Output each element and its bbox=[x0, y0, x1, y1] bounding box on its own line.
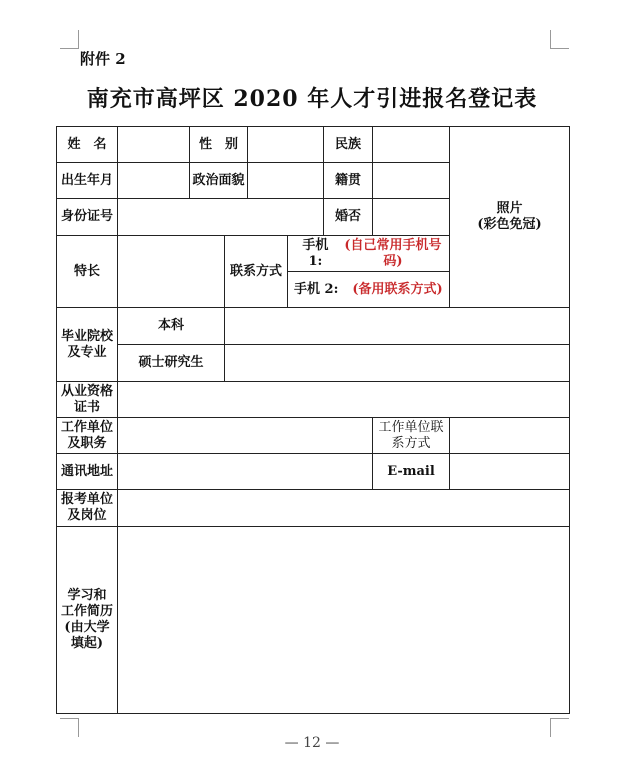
bachelor-field[interactable] bbox=[224, 307, 570, 345]
bachelor-label: 本科 bbox=[117, 307, 225, 345]
id-number-label: 身份证号 bbox=[56, 198, 118, 236]
apply-label bbox=[56, 489, 118, 527]
work-label-line: 及职务 bbox=[67, 435, 107, 451]
birth-field[interactable] bbox=[117, 162, 190, 199]
phone1-label: 手机 1: bbox=[302, 237, 329, 269]
gender-label: 性 别 bbox=[189, 126, 248, 163]
political-field[interactable] bbox=[247, 162, 324, 199]
address-label: 通讯地址 bbox=[56, 453, 118, 490]
phone2-hint: (备用联系方式) bbox=[352, 281, 443, 297]
address-field[interactable] bbox=[117, 453, 373, 490]
page-number: — 12 — bbox=[284, 735, 340, 751]
name-field[interactable] bbox=[117, 126, 190, 163]
id-number-field[interactable] bbox=[117, 198, 324, 236]
marital-field[interactable] bbox=[372, 198, 450, 236]
work-contact-field[interactable] bbox=[449, 417, 570, 454]
master-field[interactable] bbox=[224, 344, 570, 382]
work-contact-label-line: 系方式 bbox=[391, 435, 431, 451]
history-label-line: 工作简历 bbox=[60, 604, 113, 619]
phone2-field[interactable] bbox=[287, 271, 450, 308]
ethnicity-label: 民族 bbox=[323, 126, 373, 163]
corner-mark bbox=[550, 30, 569, 49]
apply-label-line: 及岗位 bbox=[67, 508, 107, 523]
school-label-line: 毕业院校 bbox=[60, 328, 113, 344]
marital-label: 婚否 bbox=[323, 198, 373, 236]
school-label bbox=[56, 307, 118, 382]
apply-field[interactable] bbox=[117, 489, 570, 527]
history-label bbox=[56, 526, 118, 714]
apply-label-line: 报考单位 bbox=[60, 492, 113, 507]
cert-label bbox=[56, 381, 118, 418]
work-label-line: 工作单位 bbox=[60, 419, 113, 435]
history-label-line: 学习和 bbox=[67, 588, 107, 603]
photo-label: 照片 bbox=[496, 201, 523, 216]
specialty-field[interactable] bbox=[117, 235, 225, 308]
photo-hint: (彩色免冠) bbox=[477, 217, 542, 232]
political-label: 政治面貌 bbox=[189, 162, 248, 199]
history-field[interactable] bbox=[117, 526, 570, 714]
cert-label-line: 证书 bbox=[73, 399, 100, 415]
phone1-hint: (自己常用手机号码) bbox=[344, 237, 442, 269]
birth-label: 出生年月 bbox=[56, 162, 118, 199]
contact-label: 联系方式 bbox=[224, 235, 288, 308]
photo-box[interactable] bbox=[449, 126, 570, 308]
work-field[interactable] bbox=[117, 417, 373, 454]
work-contact-label-line: 工作单位联 bbox=[378, 419, 444, 435]
native-place-label: 籍贯 bbox=[323, 162, 373, 199]
corner-mark bbox=[60, 30, 79, 49]
cert-field[interactable] bbox=[117, 381, 570, 418]
email-label: E-mail bbox=[372, 453, 450, 490]
master-label: 硕士研究生 bbox=[117, 344, 225, 382]
history-label-line: 填起) bbox=[70, 636, 104, 651]
page-title: 南充市高坪区 2020 年人才引进报名登记表 bbox=[86, 86, 538, 112]
work-contact-label bbox=[372, 417, 450, 454]
cert-label-line: 从业资格 bbox=[60, 383, 113, 399]
phone2-label: 手机 2: bbox=[294, 281, 339, 297]
email-field[interactable] bbox=[449, 453, 570, 490]
name-label: 姓 名 bbox=[56, 126, 118, 163]
work-label bbox=[56, 417, 118, 454]
phone1-field[interactable] bbox=[287, 235, 450, 272]
attachment-label: 附件 2 bbox=[80, 50, 126, 68]
school-label-line: 及专业 bbox=[67, 344, 107, 360]
gender-field[interactable] bbox=[247, 126, 324, 163]
native-place-field[interactable] bbox=[372, 162, 450, 199]
ethnicity-field[interactable] bbox=[372, 126, 450, 163]
history-label-line: (由大学 bbox=[64, 620, 110, 635]
specialty-label: 特长 bbox=[56, 235, 118, 308]
